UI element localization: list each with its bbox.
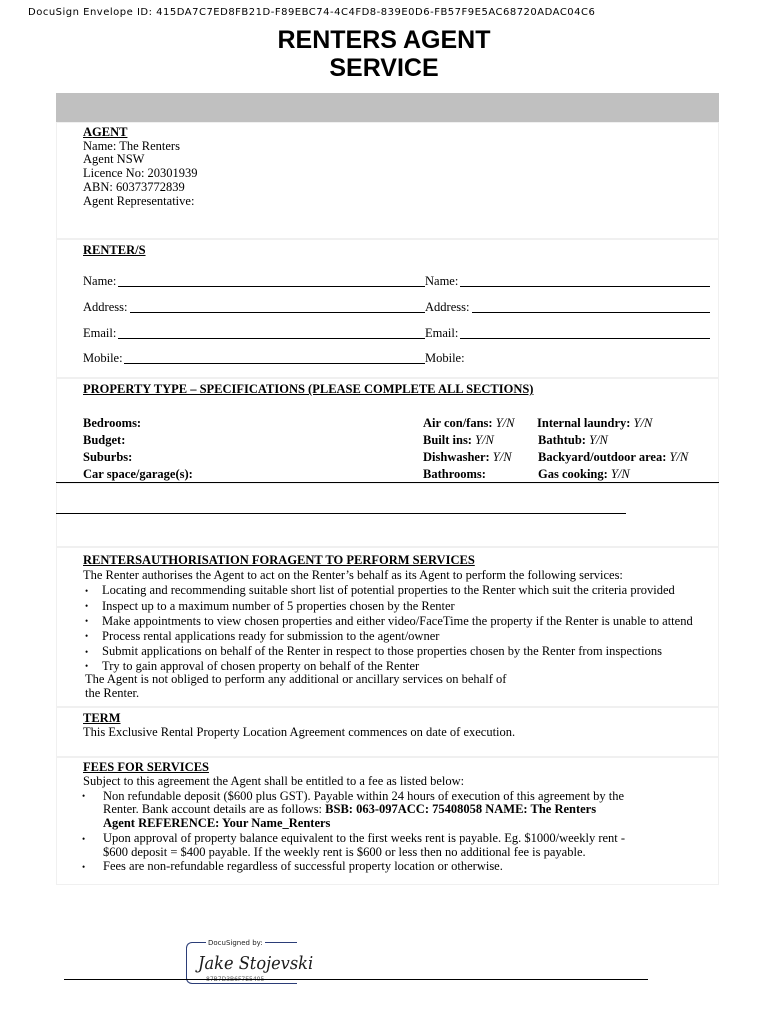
- fees-intro: Subject to this agreement the Agent shall be entitled to a fee as listed below:: [83, 774, 465, 788]
- document-title-line2: SERVICE: [329, 54, 439, 82]
- renter1-mobile-field[interactable]: [124, 351, 425, 364]
- renter1-name-field[interactable]: [118, 274, 425, 287]
- agent-name-2: Agent NSW: [83, 152, 145, 166]
- signature-label: DocuSigned by:: [208, 939, 263, 947]
- backyard-row: [538, 450, 688, 464]
- renter1-mobile-label: Mobile:: [83, 351, 123, 365]
- service-item-2: Inspect up to a maximum number of 5 properties chosen by the Renter: [102, 599, 455, 613]
- built-ins-row: [423, 433, 494, 447]
- dishwasher-label: Dishwasher:: [423, 450, 490, 464]
- renter2-email-field[interactable]: [460, 326, 710, 339]
- renter1-address-field[interactable]: [130, 300, 425, 313]
- renter2-address-field[interactable]: [472, 300, 710, 313]
- term-text: This Exclusive Rental Property Location Agreement commences on date of execution.: [83, 725, 516, 739]
- bathrooms-label: Bathrooms:: [423, 467, 486, 481]
- fee-bullet-3: •: [82, 862, 86, 872]
- header-bar: [56, 93, 719, 122]
- document-title-line1: RENTERS AGENT: [277, 26, 491, 54]
- backyard-label: Backyard/outdoor area:: [538, 450, 667, 464]
- fees-heading: FEES FOR SERVICES: [83, 760, 209, 774]
- fee-item-3: Fees are non-refundable regardless of successful property location or otherwise.: [103, 859, 503, 873]
- signature-line: [64, 979, 648, 980]
- service-item-5: Submit applications on behalf of the Renter in respect to those properties chosen by the Renter from inspections: [102, 644, 662, 658]
- aircon-row: [423, 416, 514, 430]
- bullet-5: •: [85, 647, 89, 657]
- agent-licence: Licence No: 20301939: [83, 166, 198, 180]
- service-item-3: Make appointments to view chosen properties and either video/FaceTime the property if the Renter is unable to attend: [102, 614, 693, 628]
- suburbs-label: Suburbs:: [83, 450, 133, 464]
- aircon-yn[interactable]: Y/N: [495, 416, 515, 430]
- authorisation-note-1: The Agent is not obliged to perform any additional or ancillary services on behalf of: [85, 672, 507, 686]
- bedrooms-label: Bedrooms:: [83, 416, 142, 430]
- gas-yn[interactable]: Y/N: [610, 467, 630, 481]
- renter2-mobile-label: Mobile:: [425, 351, 465, 365]
- bullet-2: •: [85, 601, 89, 611]
- fee-bullet-2: •: [82, 834, 86, 844]
- blank-section: [56, 483, 719, 547]
- agent-name: Name: The Renters: [83, 139, 180, 153]
- fee-item-1-text: Renter. Bank account details are as follows:: [103, 802, 323, 816]
- built-ins-yn[interactable]: Y/N: [475, 433, 494, 447]
- service-item-6: Try to gain approval of chosen property on behalf of the Renter: [102, 659, 420, 673]
- blank-line: [56, 513, 626, 514]
- term-heading: TERM: [83, 711, 121, 725]
- renter1-email-field[interactable]: [118, 326, 425, 339]
- laundry-yn[interactable]: Y/N: [633, 416, 653, 430]
- fee-item-1-line2: [103, 802, 596, 816]
- gas-label: Gas cooking:: [538, 467, 608, 481]
- signature-id: 87B7D3B6F7E5405: [206, 976, 265, 983]
- dishwasher-yn[interactable]: Y/N: [492, 450, 512, 464]
- property-heading: PROPERTY TYPE – SPECIFICATIONS (PLEASE COMPLETE ALL SECTIONS): [83, 382, 534, 396]
- aircon-label: Air con/fans:: [423, 416, 493, 430]
- fee-item-1-line1: Non refundable deposit ($600 plus GST). Payable within 24 hours of execution of this agreement by the: [103, 789, 625, 803]
- renter2-email-label: Email:: [425, 326, 459, 340]
- fee-item-2-line1: Upon approval of property balance equivalent to the first weeks rent is payable. Eg. $1000/weekly rent -: [103, 831, 626, 845]
- renter1-email-label: Email:: [83, 326, 117, 340]
- dishwasher-row: [423, 450, 512, 464]
- authorisation-intro: The Renter authorises the Agent to act on the Renter’s behalf as its Agent to perform the following services:: [83, 568, 623, 582]
- envelope-id: DocuSign Envelope ID: 415DA7C7ED8FB21D-F89EBC74-4C4FD8-839E0D6-FB57F9E5AC68720ADAC04C6: [28, 7, 596, 18]
- renter2-address-label: Address:: [425, 300, 470, 314]
- car-space-label: Car space/garage(s):: [83, 467, 193, 481]
- bullet-3: •: [85, 616, 89, 626]
- service-item-4: Process rental applications ready for submission to the agent/owner: [102, 629, 440, 643]
- laundry-label: Internal laundry:: [537, 416, 631, 430]
- gas-row: [538, 467, 630, 481]
- bullet-4: •: [85, 631, 89, 641]
- budget-label: Budget:: [83, 433, 126, 447]
- fee-item-1-reference: Agent REFERENCE: Your Name_Renters: [103, 816, 331, 830]
- bullet-1: •: [85, 586, 89, 596]
- renter1-name-label: Name:: [83, 274, 117, 288]
- backyard-yn[interactable]: Y/N: [669, 450, 689, 464]
- bathtub-row: [538, 433, 608, 447]
- agent-heading: AGENT: [83, 125, 128, 139]
- bullet-6: •: [85, 661, 89, 671]
- fee-bullet-1: •: [82, 791, 86, 801]
- authorisation-note-2: the Renter.: [85, 686, 140, 700]
- signature-name: Jake Stojevski: [198, 953, 314, 974]
- agent-abn: ABN: 60373772839: [83, 180, 185, 194]
- bathtub-yn[interactable]: Y/N: [589, 433, 608, 447]
- renters-heading: RENTER/S: [83, 243, 146, 257]
- bathtub-label: Bathtub:: [538, 433, 586, 447]
- built-ins-label: Built ins:: [423, 433, 472, 447]
- renter2-name-field[interactable]: [460, 274, 710, 287]
- renter1-address-label: Address:: [83, 300, 128, 314]
- service-item-1: Locating and recommending suitable short list of potential properties to the Renter which suit the criteria provided: [102, 583, 675, 597]
- agent-representative: Agent Representative:: [83, 194, 195, 208]
- fee-item-2-line2: $600 deposit = $400 payable. If the weekly rent is $600 or less then no additional fee is payable.: [103, 845, 586, 859]
- laundry-row: [537, 416, 652, 430]
- bank-details: BSB: 063-097ACC: 75408058 NAME: The Renters: [325, 802, 597, 816]
- authorisation-heading: RENTERSAUTHORISATION FORAGENT TO PERFORM SERVICES: [83, 553, 475, 567]
- renter2-name-label: Name:: [425, 274, 459, 288]
